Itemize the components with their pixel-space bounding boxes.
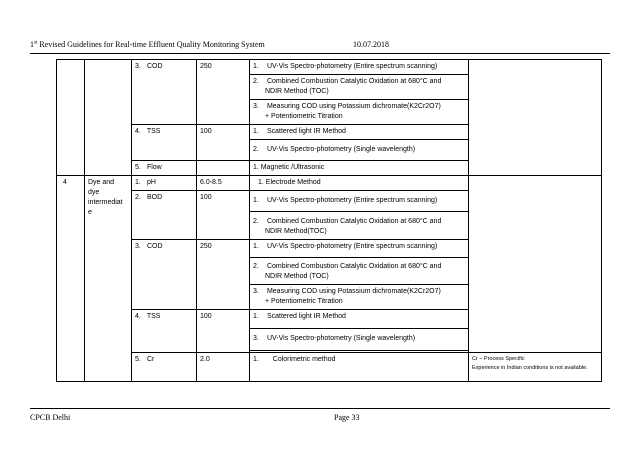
remarks-cell (469, 60, 602, 176)
method-cell: 2. Combined Combustion Catalytic Oxidation at 680°C and NDIR Method (TOC) (250, 75, 469, 100)
method-cell: 2. Combined Combustion Catalytic Oxidation at 680°C and NDIR Method(TOC) (250, 212, 469, 240)
table-row (57, 176, 602, 191)
header-title: 1st Revised Guidelines for Real-time Effluent Quality Monitoring System (30, 40, 265, 49)
method-cell: 3. Measuring COD using Potassium dichromate(K2Cr2O7) + Potentiometric Titration (250, 100, 469, 125)
parameter-cell: 5. Cr (132, 353, 197, 382)
parameters-table (56, 59, 602, 382)
method-cell: 3. UV-Vis Spectro-photometry (Single wavelength) (250, 329, 469, 347)
limit-cell (197, 161, 250, 176)
parameter-cell: 4. TSS (132, 125, 197, 161)
parameter-cell: 1. pH (132, 176, 197, 191)
method-cell: 2. Combined Combustion Catalytic Oxidation at 680°C and NDIR Method (TOC) (250, 258, 469, 285)
remarks-cell (469, 176, 602, 353)
header-rule (30, 53, 610, 54)
sno-cell (57, 60, 85, 176)
method-cell: 1. UV-Vis Spectro-photometry (Entire spectrum scanning) (250, 240, 469, 258)
parameter-cell: 2. BOD (132, 191, 197, 240)
footer-org: CPCB Delhi (30, 413, 71, 422)
method-cell: 1. UV-Vis Spectro-photometry (Entire spectrum scanning) (250, 60, 469, 75)
limit-cell: 250 (197, 60, 250, 125)
limit-cell: 100 (197, 125, 250, 161)
sno-cell: 4 (57, 176, 85, 382)
method-cell: 1. UV-Vis Spectro-photometry (Entire spectrum scanning) (250, 191, 469, 212)
limit-cell: 100 (197, 310, 250, 353)
header-date: 10.07.2018 (353, 40, 389, 49)
method-cell: 1. Scattered light IR Method (250, 310, 469, 329)
remarks-cell: Cr – Process Specific Experience in Indian conditions is not available. (469, 353, 602, 382)
parameter-cell: 4. TSS (132, 310, 197, 353)
limit-cell: 2.0 (197, 353, 250, 382)
parameter-cell: 3. COD (132, 60, 197, 125)
table-row (57, 60, 602, 75)
limit-cell: 250 (197, 240, 250, 310)
parameter-cell: 3. COD (132, 240, 197, 310)
table-row (57, 353, 602, 382)
method-cell: 1. Colorimetric method (250, 353, 469, 382)
method-cell: 1. Electrode Method (250, 176, 469, 191)
method-cell: 2. UV-Vis Spectro-photometry (Single wavelength) (250, 140, 469, 161)
footer-rule (30, 408, 610, 409)
industry-cell: Dye and dye intermediat e (85, 176, 132, 382)
limit-cell: 100 (197, 191, 250, 240)
page-header (30, 40, 610, 54)
industry-cell (85, 60, 132, 176)
method-cell: 3. Measuring COD using Potassium dichromate(K2Cr2O7) + Potentiometric Titration (250, 285, 469, 310)
method-cell: 1. Magnetic /Ultrasonic (250, 161, 469, 176)
limit-cell: 6.0-8.5 (197, 176, 250, 191)
page-number: Page 33 (334, 413, 360, 422)
parameter-cell: 5. Flow (132, 161, 197, 176)
method-cell: 1. Scattered light IR Method (250, 125, 469, 140)
